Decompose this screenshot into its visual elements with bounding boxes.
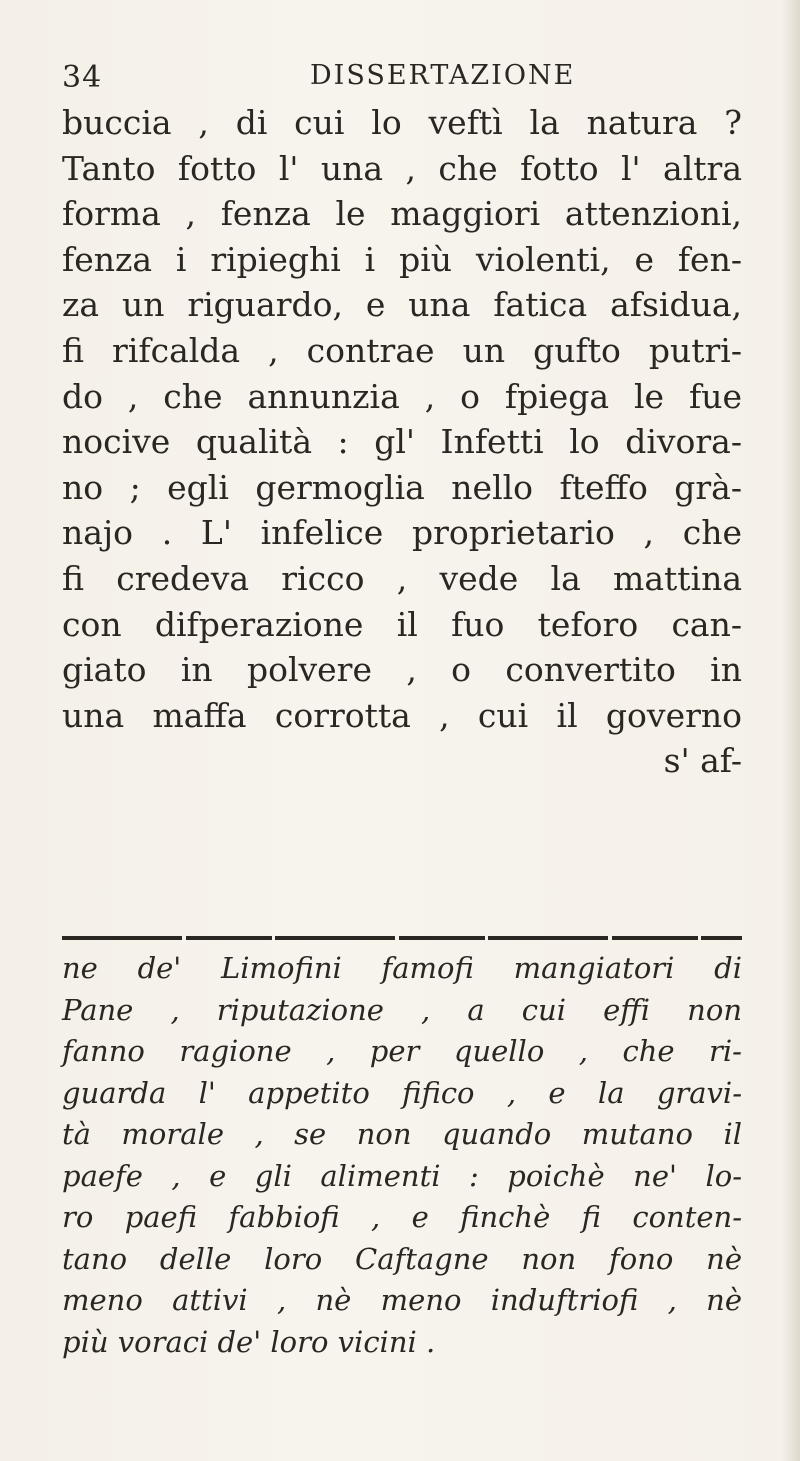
text-line: no ; egli germoglia nello fteffo grà- — [62, 467, 742, 507]
footnote-line: Pane , riputazione , a cui effi non — [62, 992, 742, 1027]
footnote-line: più voraci de' loro vicini . — [62, 1324, 436, 1359]
text-line: za un riguardo, e una fatica afsidua, — [62, 285, 742, 325]
text-line: fi rifcalda , contrae un gufto putri- — [62, 330, 742, 370]
page-edge-shadow — [782, 0, 800, 1461]
text-line: nocive qualità : gl' Infetti lo divora- — [62, 422, 742, 462]
text-line: forma , fenza le maggiori attenzioni, — [62, 194, 742, 234]
text-line: najo . L' infelice proprietario , che — [62, 513, 742, 553]
text-line: una maffa corrotta , cui il governo — [62, 695, 742, 735]
text-line: buccia , di cui lo veftì la natura ? — [62, 103, 742, 142]
footnote — [62, 948, 742, 1363]
text-line: Tanto fotto l' una , che fotto l' altra — [62, 148, 742, 188]
running-title: DISSERTAZIONE — [310, 60, 576, 91]
footnote-line: ne de' Limofini famofi mangiatori di — [62, 951, 742, 985]
page-number: 34 — [62, 60, 103, 95]
main-text — [62, 100, 742, 784]
text-line: con difperazione il fuo teforo can- — [62, 604, 742, 644]
footnote-line: ro paefi fabbiofi , e finchè fi conten- — [62, 1200, 742, 1234]
page-header — [62, 58, 742, 98]
footnote-separator-rule — [62, 936, 742, 940]
text-line: do , che annunzia , o fpiega le fue — [62, 376, 742, 416]
text-line: fenza i ripieghi i più violenti, e fen- — [62, 239, 742, 279]
text-line: fi credeva ricco , vede la mattina — [62, 558, 742, 598]
footnote-line: meno attivi , nè meno induftriofi , nè — [62, 1283, 742, 1317]
text-line: giato in polvere , o convertito in — [62, 650, 742, 690]
footnote-line: guarda l' appetito fifico , e la gravi- — [62, 1075, 742, 1110]
footnote-line: tà morale , se non quando mutano il — [62, 1117, 742, 1151]
footnote-line: tano delle loro Caftagne non fono nè — [62, 1241, 742, 1276]
footnote-line: paefe , e gli alimenti : poichè ne' lo- — [62, 1158, 742, 1193]
footnote-line: fanno ragione , per quello , che ri- — [62, 1034, 742, 1068]
catchword: s' af- — [663, 741, 742, 781]
